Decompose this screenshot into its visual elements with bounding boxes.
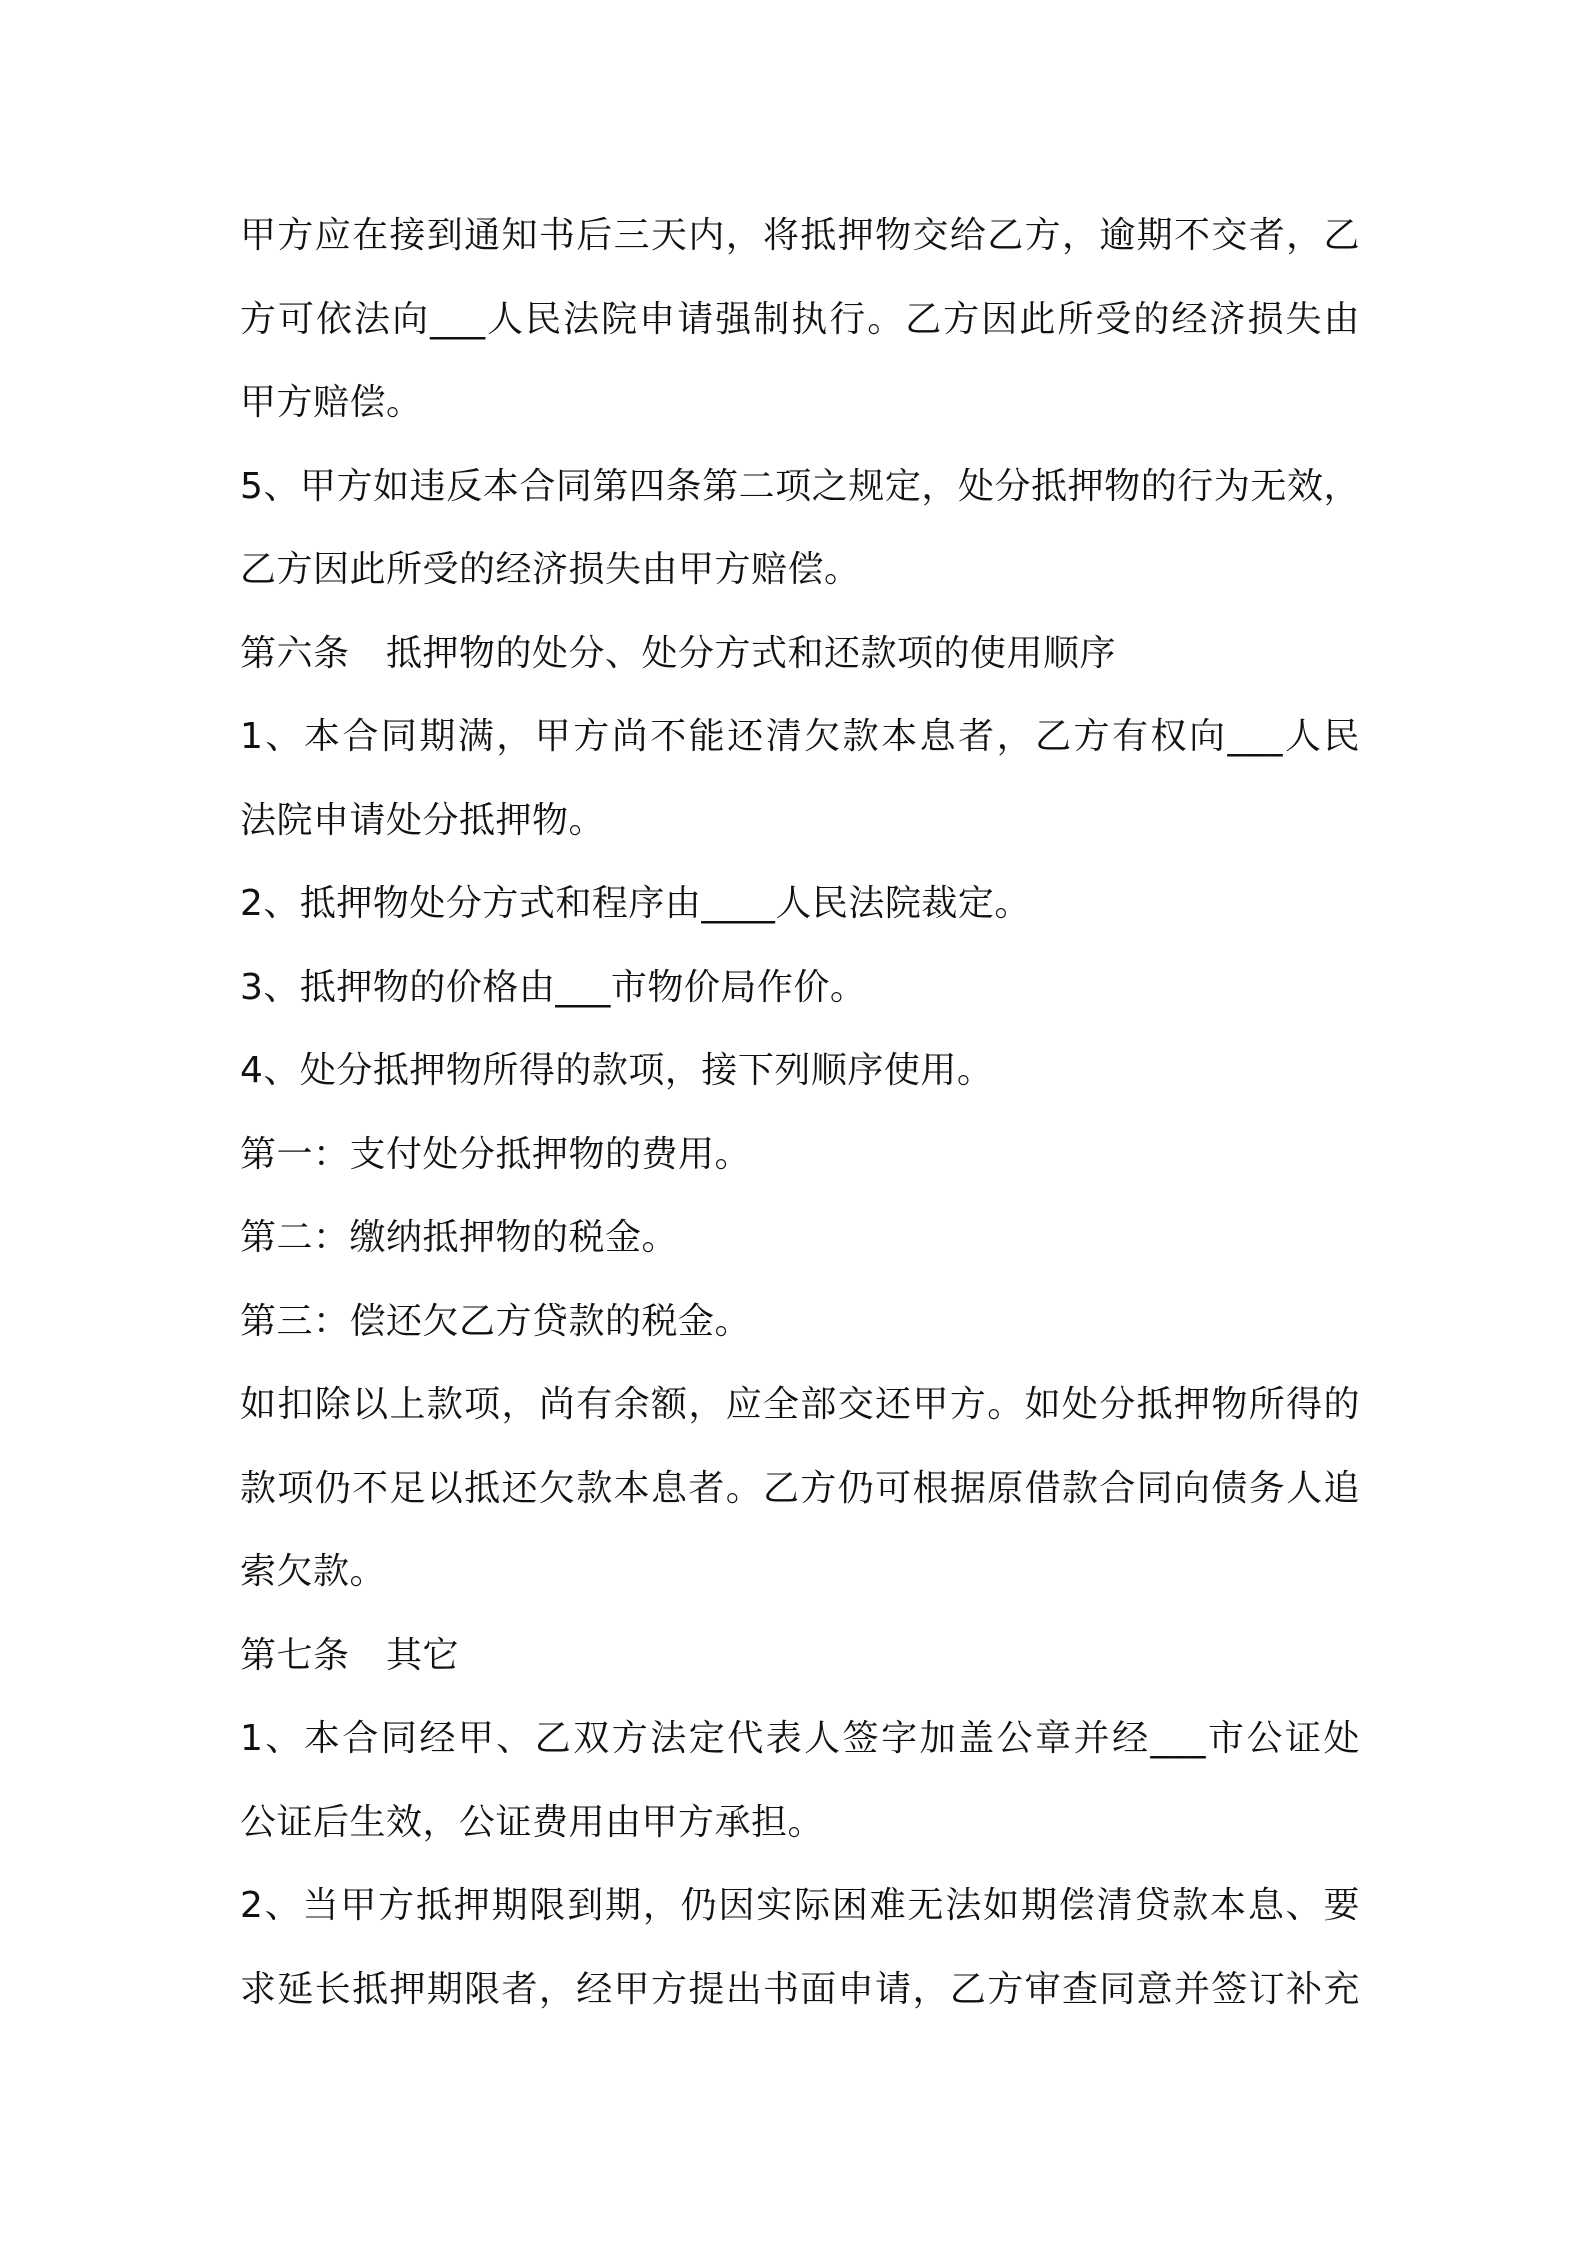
text-line: 5、甲方如违反本合同第四条第二项之规定，处分抵押物的行为无效，: [240, 465, 1360, 507]
text-line: 求延长抵押期限者，经甲方提出书面申请，乙方审查同意并签订补充: [240, 1968, 1360, 2010]
text-line: 乙方因此所受的经济损失由甲方赔偿。: [240, 549, 861, 590]
contract-text-body: [240, 194, 1360, 2031]
text-line: 第二：缴纳抵押物的税金。: [240, 1217, 679, 1258]
text-line: 3、抵押物的价格由___市物价局作价。: [240, 966, 867, 1008]
text-line: 1、本合同期满，甲方尚不能还清欠款本息者，乙方有权向___人民: [240, 716, 1360, 757]
text-line: 甲方赔偿。: [240, 382, 423, 423]
text-line: 如扣除以上款项，尚有余额，应全部交还甲方。如处分抵押物所得的: [240, 1384, 1360, 1425]
text-line: 款项仍不足以抵还欠款本息者。乙方仍可根据原借款合同向债务人追: [240, 1467, 1360, 1509]
text-line: 索欠款。: [240, 1551, 387, 1592]
text-line: 公证后生效，公证费用由甲方承担。: [240, 1801, 825, 1843]
text-line: 第一：支付处分抵押物的费用。: [240, 1133, 752, 1175]
text-line: 法院申请处分抵押物。: [240, 799, 606, 841]
text-line: 2、当甲方抵押期限到期，仍因实际困难无法如期偿清贷款本息、要: [240, 1885, 1360, 1926]
text-line: 方可依法向___人民法院申请强制执行。乙方因此所受的经济损失由: [240, 298, 1360, 340]
text-line: 4、处分抵押物所得的款项，接下列顺序使用。: [240, 1050, 994, 1091]
text-line: 第三：偿还欠乙方贷款的税金。: [240, 1300, 752, 1342]
text-line: 1、本合同经甲、乙双方法定代表人签字加盖公章并经___市公证处: [240, 1718, 1360, 1759]
text-line: 第七条 其它: [240, 1634, 460, 1676]
text-line: 甲方应在接到通知书后三天内，将抵押物交给乙方，逾期不交者，乙: [240, 215, 1360, 256]
text-line: 第六条 抵押物的处分、处分方式和还款项的使用顺序: [240, 632, 1117, 674]
text-line: 2、抵押物处分方式和程序由____人民法院裁定。: [240, 883, 1031, 924]
